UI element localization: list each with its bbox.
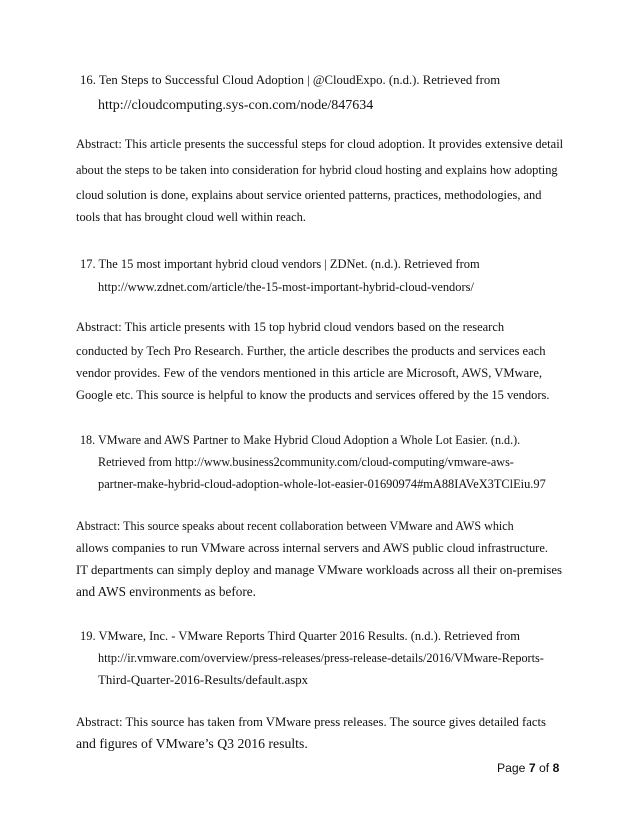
footer-of-word: of: [539, 761, 550, 775]
footer-page-word: Page: [497, 761, 526, 775]
reference-17-abstract-line-1: Abstract: This article presents with 15 top hybrid cloud vendors based on the research: [76, 320, 505, 334]
reference-18-citation-line-2: Retrieved from http://www.business2community.com/cloud-computing/vmware-aws-: [98, 455, 514, 469]
reference-16-citation-line-1: 16. Ten Steps to Successful Cloud Adoption | @CloudExpo. (n.d.). Retrieved from: [80, 73, 501, 87]
reference-16-abstract-line-1: Abstract: This article presents the successful steps for cloud adoption. It provides extensive detail: [76, 137, 564, 151]
reference-19-citation-line-1: 19. VMware, Inc. - VMware Reports Third Quarter 2016 Results. (n.d.). Retrieved from: [80, 629, 520, 643]
reference-17-abstract-line-3: vendor provides. Few of the vendors mentioned in this article are Microsoft, AWS, VMware,: [76, 366, 543, 380]
reference-18-abstract-line-2: allows companies to run VMware across internal servers and AWS public cloud infrastructure.: [76, 541, 549, 555]
footer-total-pages: 8: [552, 761, 560, 775]
reference-17-abstract-line-4: Google etc. This source is helpful to know the products and services offered by the 15 vendors.: [76, 388, 550, 402]
reference-17-citation-line-1: 17. The 15 most important hybrid cloud vendors | ZDNet. (n.d.). Retrieved from: [80, 257, 480, 271]
reference-16-abstract-line-3: cloud solution is done, explains about service oriented patterns, practices, methodologies, and: [76, 188, 542, 202]
footer-current-page: 7: [528, 761, 536, 775]
reference-18-url-continuation: partner-make-hybrid-cloud-adoption-whole-lot-easier-01690974#mA88IAVeX3TClEiu.97: [98, 477, 546, 491]
reference-16-abstract-line-2: about the steps to be taken into consideration for hybrid cloud hosting and explains how adopting: [76, 163, 558, 177]
reference-18-abstract-line-3: IT departments can simply deploy and manage VMware workloads across all their on-premises: [76, 563, 563, 577]
reference-16-abstract-line-4: tools that has brought cloud well within reach.: [76, 210, 306, 224]
page-number-footer: [497, 760, 559, 776]
reference-19-abstract-line-1: Abstract: This source has taken from VMware press releases. The source gives detailed facts: [76, 715, 546, 729]
reference-19-citation-line-2: http://ir.vmware.com/overview/press-releases/press-release-details/2016/VMware-Reports-: [98, 651, 544, 665]
reference-18-abstract-line-1: Abstract: This source speaks about recent collaboration between VMware and AWS which: [76, 519, 514, 533]
reference-19-abstract-line-2: and figures of VMware’s Q3 2016 results.: [76, 736, 308, 751]
reference-19-url-continuation: Third-Quarter-2016-Results/default.aspx: [98, 673, 309, 687]
reference-17-abstract-line-2: conducted by Tech Pro Research. Further, the article describes the products and services each: [76, 344, 546, 358]
reference-18-citation-line-1: 18. VMware and AWS Partner to Make Hybrid Cloud Adoption a Whole Lot Easier. (n.d.).: [80, 433, 521, 447]
reference-17-url: http://www.zdnet.com/article/the-15-most-important-hybrid-cloud-vendors/: [98, 280, 474, 294]
reference-16-url: http://cloudcomputing.sys-con.com/node/847634: [98, 98, 374, 113]
reference-18-abstract-line-4: and AWS environments as before.: [76, 584, 256, 599]
